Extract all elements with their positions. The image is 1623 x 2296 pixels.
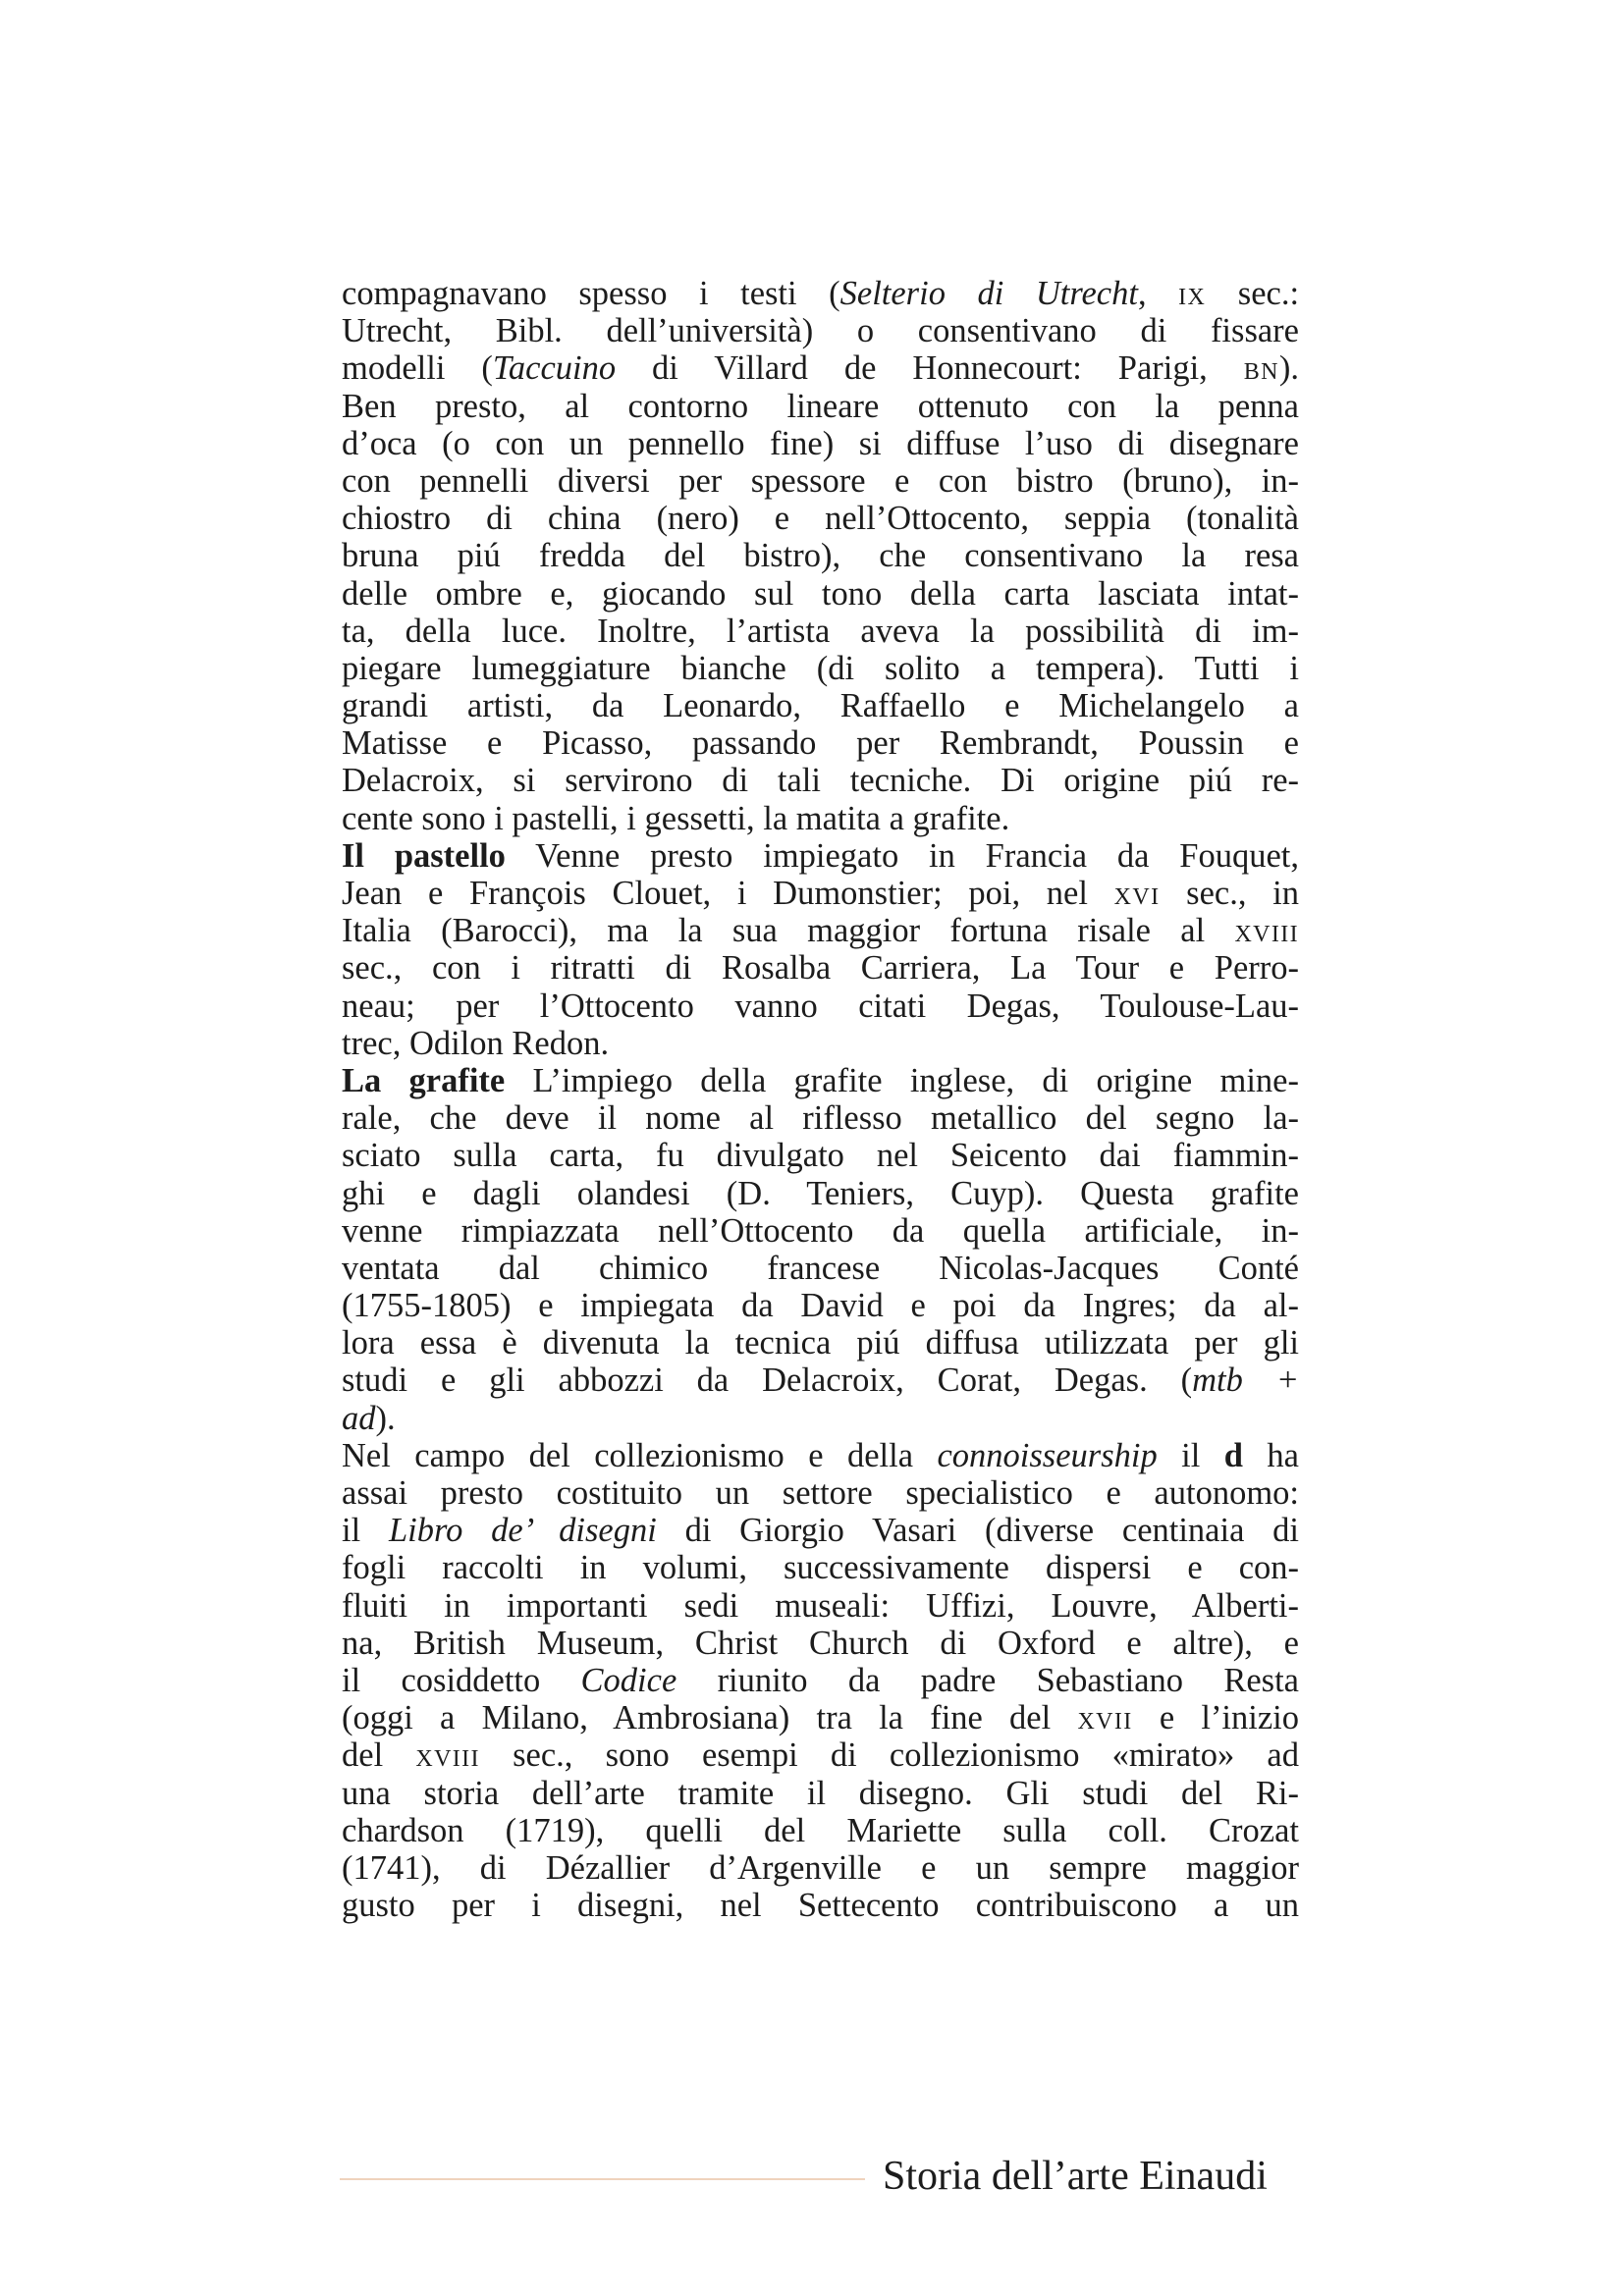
text-line	[342, 724, 1299, 762]
text-segment: (oggi a Milano, Ambrosiana) tra la fine del	[342, 1699, 1078, 1737]
text-segment: Jean e François Clouet, i Dumonstier; poi, nel	[342, 875, 1114, 912]
text-segment: Italia (Barocci), ma la sua maggior fortuna risale al	[342, 912, 1235, 950]
text-line	[342, 875, 1299, 912]
text-segment: d’oca (o con un pennello fine) si diffuse l’uso di disegnare	[342, 424, 1299, 462]
small-caps-text: xvii	[1077, 1699, 1133, 1737]
text-segment: ha	[1242, 1436, 1299, 1474]
small-caps-text: xviii	[415, 1736, 480, 1775]
text-segment: na, British Museum, Christ Church di Oxford e altre), e	[342, 1624, 1299, 1662]
text-line	[342, 1025, 1299, 1062]
text-line	[342, 949, 1299, 987]
text-line	[342, 837, 1299, 875]
text-segment: neau; per l’Ottocento vanno citati Degas, Toulouse-Lau-	[342, 987, 1299, 1025]
text-segment: bruna piú fredda del bistro), che consentivano la resa	[342, 537, 1299, 575]
text-line	[342, 1625, 1299, 1662]
text-segment: venne rimpiazzata nell’Ottocento da quella artificiale, in-	[342, 1211, 1299, 1250]
italic-text: Taccuino	[492, 349, 617, 388]
text-segment: chiostro di china (nero) e nell’Ottocento, seppia (tonalità	[342, 500, 1299, 538]
bold-heading: La grafite	[342, 1061, 506, 1099]
italic-text: Selterio di Utrecht	[839, 275, 1138, 312]
small-caps-text: bn	[1243, 349, 1279, 388]
text-segment: ,	[1137, 275, 1179, 312]
text-segment: cente sono i pastelli, i gessetti, la matita a grafite.	[342, 799, 1010, 837]
text-line	[342, 1699, 1299, 1736]
text-segment: sec.:	[1206, 275, 1300, 312]
text-segment: modelli (	[342, 349, 493, 388]
text-segment: Delacroix, si servirono di tali tecniche. Di origine piú re-	[342, 762, 1299, 800]
text-line	[342, 1437, 1299, 1474]
text-segment: compagnavano spesso i testi (	[342, 275, 840, 312]
text-segment: fluiti in importanti sedi museali: Uffizi, Louvre, Alberti-	[342, 1586, 1299, 1625]
italic-text: ad	[342, 1399, 376, 1437]
body-text	[342, 275, 1299, 1924]
text-line	[342, 349, 1299, 387]
text-segment: Venne presto impiegato in Francia da Fouquet,	[505, 836, 1299, 875]
text-line	[342, 988, 1299, 1025]
text-line	[342, 425, 1299, 462]
text-segment: sec., con i ritratti di Rosalba Carriera, La Tour e Perro-	[342, 949, 1299, 988]
text-line	[342, 1775, 1299, 1812]
text-line	[342, 650, 1299, 687]
text-line	[342, 1324, 1299, 1362]
text-line	[342, 1099, 1299, 1137]
text-line	[342, 762, 1299, 799]
text-line	[342, 312, 1299, 349]
text-line	[342, 912, 1299, 949]
text-line	[342, 1175, 1299, 1212]
text-segment: sciato sulla carta, fu divulgato nel Seicento dai fiammin-	[342, 1137, 1299, 1175]
text-segment: studi e gli abbozzi da Delacroix, Corat, Degas. (	[342, 1362, 1193, 1400]
text-segment: chardson (1719), quelli del Mariette sulla coll. Crozat	[342, 1811, 1299, 1849]
text-line	[342, 1062, 1299, 1099]
text-segment: Utrecht, Bibl. dell’università) o consentivano di fissare	[342, 312, 1299, 350]
text-line	[342, 1512, 1299, 1549]
text-line	[342, 1662, 1299, 1699]
text-line	[342, 575, 1299, 613]
text-segment: del	[342, 1736, 416, 1775]
text-segment: ).	[375, 1399, 396, 1437]
small-caps-text: xviii	[1234, 912, 1299, 950]
text-segment: Nel campo del collezionismo e della	[342, 1436, 938, 1474]
text-line	[342, 1250, 1299, 1287]
text-segment: L’impiego della grafite inglese, di origine mine-	[505, 1061, 1299, 1099]
text-segment: Ben presto, al contorno lineare ottenuto con la penna	[342, 387, 1299, 425]
text-line	[342, 388, 1299, 425]
text-line	[342, 1849, 1299, 1887]
text-line	[342, 1474, 1299, 1512]
text-line	[342, 800, 1299, 837]
text-segment: piegare lumeggiature bianche (di solito a tempera). Tutti i	[342, 649, 1299, 687]
text-line	[342, 687, 1299, 724]
text-segment: gusto per i disegni, nel Settecento contribuiscono a un	[342, 1887, 1299, 1925]
text-line	[342, 1587, 1299, 1625]
text-segment: (1741), di Dézallier d’Argenville e un sempre maggior	[342, 1848, 1299, 1887]
text-segment: ta, della luce. Inoltre, l’artista aveva la possibilità di im-	[342, 612, 1299, 650]
italic-text: connoisseurship	[937, 1436, 1158, 1474]
text-line	[342, 500, 1299, 537]
text-segment: sec., sono esempi di collezionismo «mirato» ad	[479, 1736, 1299, 1775]
text-segment: il cosiddetto	[342, 1661, 581, 1699]
text-segment: trec, Odilon Redon.	[342, 1024, 610, 1062]
small-caps-text: ix	[1178, 275, 1207, 312]
text-segment: riunito da padre Sebastiano Resta	[676, 1661, 1299, 1699]
text-segment: di Giorgio Vasari (diverse centinaia di	[656, 1512, 1299, 1550]
text-segment: il	[1157, 1436, 1224, 1474]
text-segment: fogli raccolti in volumi, successivamente dispersi e con-	[342, 1549, 1299, 1587]
italic-text: Libro de’ disegni	[388, 1512, 657, 1550]
text-segment: ventata dal chimico francese Nicolas-Jacques Conté	[342, 1249, 1299, 1287]
text-line	[342, 1549, 1299, 1586]
text-segment: una storia dell’arte tramite il disegno. Gli studi del Ri-	[342, 1774, 1299, 1812]
text-segment: Matisse e Picasso, passando per Rembrandt, Poussin e	[342, 724, 1299, 763]
text-segment: (1755-1805) e impiegata da David e poi da Ingres; da al-	[342, 1287, 1299, 1325]
text-segment: grandi artisti, da Leonardo, Raffaello e Michelangelo a	[342, 687, 1299, 725]
footer-title: Storia dell’arte Einaudi	[883, 2154, 1268, 2199]
text-line	[342, 1400, 1299, 1437]
text-line	[342, 1812, 1299, 1849]
text-line	[342, 275, 1299, 312]
text-segment: lora essa è divenuta la tecnica piú diffusa utilizzata per gli	[342, 1324, 1299, 1362]
bold-heading: d	[1223, 1436, 1243, 1474]
text-line	[342, 1736, 1299, 1774]
text-line	[342, 537, 1299, 574]
text-segment: delle ombre e, giocando sul tono della carta lasciata intat-	[342, 574, 1299, 613]
text-line	[342, 1212, 1299, 1250]
text-segment: ).	[1278, 349, 1299, 388]
text-segment: con pennelli diversi per spessore e con bistro (bruno), in-	[342, 461, 1299, 500]
text-line	[342, 462, 1299, 500]
text-segment: ghi e dagli olandesi (D. Teniers, Cuyp). Questa grafite	[342, 1174, 1299, 1212]
text-line	[342, 613, 1299, 650]
bold-heading: Il pastello	[342, 836, 506, 875]
italic-text: Codice	[580, 1661, 677, 1699]
text-segment: e l’inizio	[1132, 1699, 1299, 1737]
small-caps-text: xvi	[1113, 875, 1161, 912]
text-segment: assai presto costituito un settore specialistico e autonomo:	[342, 1474, 1299, 1512]
text-segment: sec., in	[1160, 875, 1299, 912]
text-line	[342, 1137, 1299, 1174]
text-line	[342, 1362, 1299, 1399]
text-line	[342, 1287, 1299, 1324]
text-line	[342, 1887, 1299, 1924]
italic-text: mtb +	[1192, 1362, 1300, 1400]
text-segment: il	[342, 1512, 389, 1550]
text-segment: di Villard de Honnecourt: Parigi,	[616, 349, 1244, 388]
text-segment: rale, che deve il nome al riflesso metallico del segno la-	[342, 1099, 1299, 1138]
footer-rule	[340, 2178, 865, 2180]
